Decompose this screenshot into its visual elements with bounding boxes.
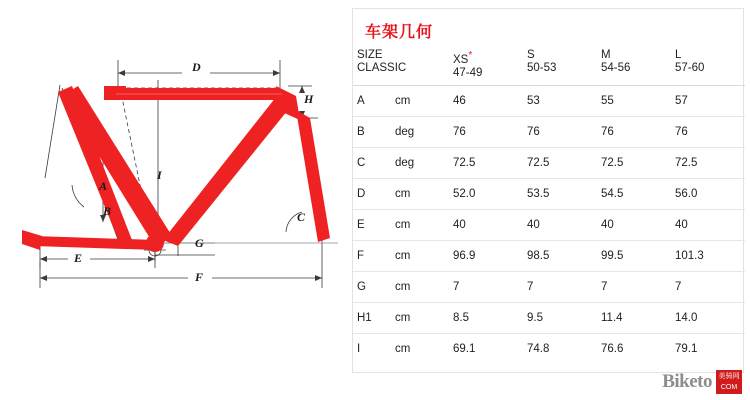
- header-l: L 57-60: [671, 47, 745, 86]
- cell-m: 40: [597, 210, 671, 241]
- cell-l: 101.3: [671, 241, 745, 272]
- table-row: [353, 148, 745, 179]
- cell-xs: 7: [449, 272, 523, 303]
- cell-unit: cm: [395, 343, 411, 355]
- cell-l: 14.0: [671, 303, 745, 334]
- table-row: [353, 241, 745, 272]
- cell-unit: deg: [391, 117, 449, 148]
- frame-svg: [0, 0, 350, 400]
- cell-s: 40: [523, 210, 597, 241]
- cell-unit: cm: [391, 179, 449, 210]
- watermark-badge: [716, 370, 742, 394]
- cell-code: B: [353, 117, 391, 148]
- frame-tubes: [22, 86, 330, 252]
- cell-xs: 8.5: [449, 303, 523, 334]
- dim-label-G: G: [195, 236, 204, 250]
- cell-s: 76: [523, 117, 597, 148]
- cell-xs: 76: [449, 117, 523, 148]
- cell-s: 7: [523, 272, 597, 303]
- cell-m: 76.6: [601, 343, 624, 355]
- cell-s: 53: [523, 86, 597, 117]
- cell-l: 40: [671, 210, 745, 241]
- cell-unit: cm: [391, 241, 449, 272]
- cell-m: 7: [597, 272, 671, 303]
- cell-xs: 72.5: [449, 148, 523, 179]
- cell-xs: 69.1: [453, 343, 476, 355]
- geometry-table-panel: [352, 8, 744, 373]
- cell-xs: 40: [449, 210, 523, 241]
- cell-s: 98.5: [523, 241, 597, 272]
- cell-unit: cm: [391, 272, 449, 303]
- table-row: [353, 303, 745, 334]
- table-header-row: [353, 47, 745, 86]
- cell-code: A: [353, 86, 391, 117]
- header-size: SIZE CLASSIC: [353, 47, 391, 86]
- table-title: 车架几何: [365, 24, 434, 41]
- table-row: [353, 86, 745, 117]
- cell-m: 11.4: [597, 303, 671, 334]
- cell-m: 55: [597, 86, 671, 117]
- header-xs: XS* 47-49: [449, 47, 523, 86]
- table-row: [353, 117, 745, 148]
- table-row: [353, 210, 745, 241]
- table-row: [353, 179, 745, 210]
- cell-m: 99.5: [597, 241, 671, 272]
- cell-unit: deg: [391, 148, 449, 179]
- cell-unit: cm: [391, 86, 449, 117]
- cell-l: 56.0: [671, 179, 745, 210]
- dim-label-I: I: [157, 168, 162, 182]
- cell-m: 72.5: [597, 148, 671, 179]
- header-m: M 54-56: [597, 47, 671, 86]
- watermark-badge-line1: 美骑网: [718, 373, 740, 380]
- cell-m: 54.5: [597, 179, 671, 210]
- watermark-badge-line2: COM: [720, 384, 738, 391]
- cell-code: D: [353, 179, 391, 210]
- table-row: [353, 272, 745, 303]
- cell-s: 72.5: [523, 148, 597, 179]
- geometry-table: [353, 47, 745, 364]
- cell-s: 74.8: [527, 343, 550, 355]
- cell-code: C: [353, 148, 391, 179]
- cell-code: E: [353, 210, 391, 241]
- cell-code: H1: [353, 303, 391, 334]
- cell-m: 76: [597, 117, 671, 148]
- cell-l: 76: [671, 117, 745, 148]
- cell-unit: cm: [391, 303, 449, 334]
- xs-star-icon: *: [468, 50, 473, 61]
- watermark: [662, 370, 742, 394]
- dim-label-A: A: [99, 179, 108, 193]
- cell-xs: 52.0: [449, 179, 523, 210]
- cell-code: F: [353, 241, 391, 272]
- cell-l: 79.1: [675, 343, 698, 355]
- cell-unit: cm: [391, 210, 449, 241]
- cell-code: G: [353, 272, 391, 303]
- cell-s: 53.5: [523, 179, 597, 210]
- watermark-text: Biketo: [662, 371, 712, 392]
- cell-xs: 46: [449, 86, 523, 117]
- dim-label-F: F: [195, 270, 204, 284]
- header-s: S 50-53: [523, 47, 597, 86]
- cell-l: 57: [671, 86, 745, 117]
- frame-geometry-diagram: [0, 0, 350, 400]
- cell-xs: 96.9: [449, 241, 523, 272]
- cell-code: I: [357, 343, 361, 355]
- dim-label-D: D: [192, 60, 201, 74]
- dim-label-C: C: [297, 210, 306, 224]
- cell-l: 72.5: [671, 148, 745, 179]
- cell-l: 7: [671, 272, 745, 303]
- dim-label-B: B: [103, 204, 112, 218]
- table-row: [353, 334, 745, 365]
- dim-label-H: H: [304, 92, 314, 106]
- dim-label-E: E: [74, 251, 83, 265]
- cell-s: 9.5: [523, 303, 597, 334]
